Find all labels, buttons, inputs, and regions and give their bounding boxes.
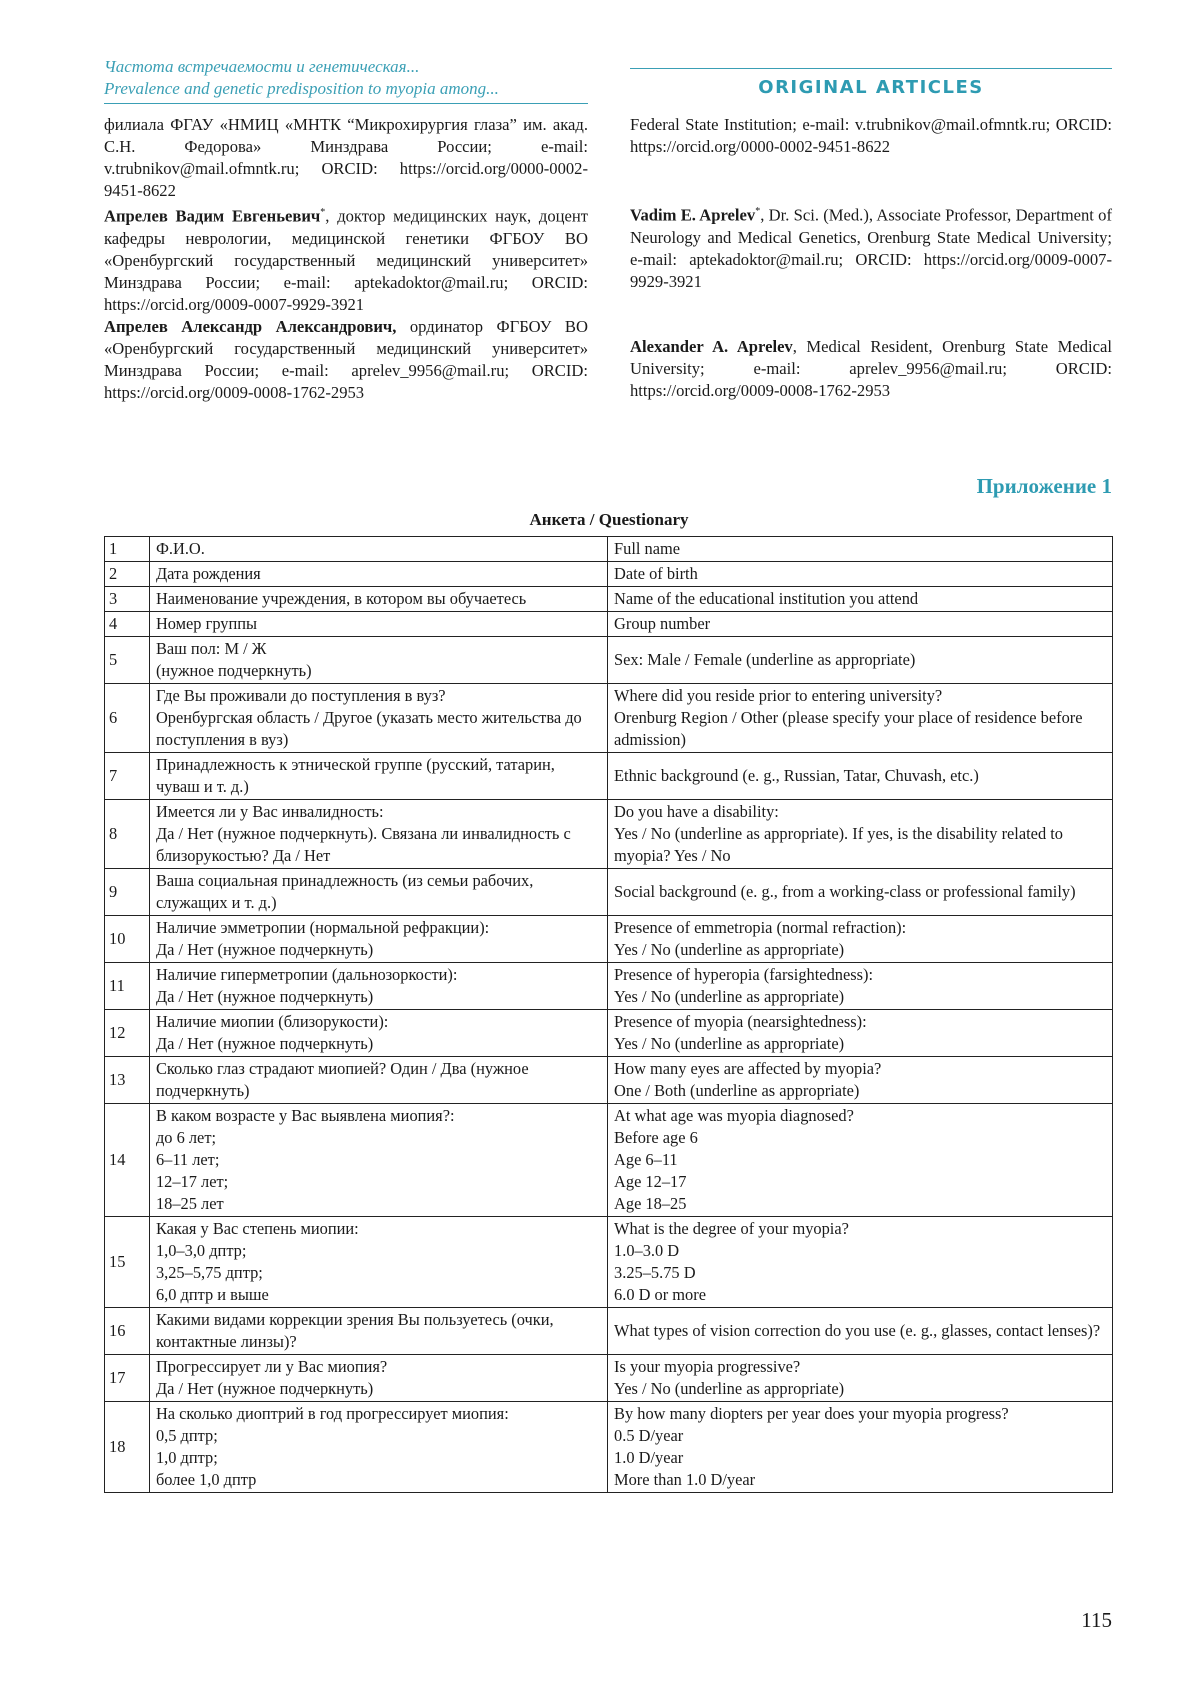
question-ru-line: Да / Нет (нужное подчеркнуть) [155, 1379, 374, 1398]
question-en-line: At what age was myopia diagnosed? [614, 1106, 854, 1125]
question-number: 14 [105, 1104, 150, 1217]
running-title-ru: Частота встречаемости и генетическая... [104, 57, 420, 76]
author-2-ru-text: , доктор медицинских наук, доцент кафедры неврологии, медицинской генетики ФГБОУ ВО «Оренбургский государственный медицинский университет» Минздрава России; e-mail: aptekadoktor@mail.ru; ORCID: https://orcid.org/0009-0007-9929-3921 [104, 206, 588, 314]
question-number: 8 [105, 800, 150, 869]
table-row [105, 537, 1113, 562]
question-en [608, 537, 1113, 562]
author-1-ru: филиала ФГАУ «НМИЦ «МНТК “Микрохирургия глаза” им. акад. С.Н. Федорова» Минздрава России; e-mail: v.trubnikov@mail.ofmntk.ru; ORCID: https://orcid.org/0000-0002-9451-8622 [104, 115, 588, 200]
corresponding-mark: * [755, 206, 761, 217]
table-row [105, 916, 1113, 963]
question-en-line: Presence of hyperopia (farsightedness): [614, 965, 874, 984]
question-ru [149, 562, 607, 587]
question-ru [149, 587, 607, 612]
question-en [608, 1308, 1113, 1355]
table-row [105, 684, 1113, 753]
question-ru-line: 1,0–3,0 дптр; [155, 1241, 247, 1260]
author-3-ru-name: Апрелев Александр Александрович, [104, 316, 397, 336]
question-ru [149, 1057, 607, 1104]
question-number: 18 [105, 1402, 150, 1493]
question-en-line: Is your myopia progressive? [614, 1357, 801, 1376]
question-en-line: Date of birth [614, 564, 698, 583]
question-en-line: 1.0–3.0 D [614, 1241, 680, 1260]
question-ru [149, 637, 607, 684]
author-3-en-text: , Medical Resident, Orenburg State Medical University; e-mail: aprelev_9956@mail.ru; ORCID: https://orcid.org/0009-0008-1762-2953 [630, 336, 1112, 400]
question-number: 2 [105, 562, 150, 587]
question-en [608, 637, 1113, 684]
question-ru-line: более 1,0 дптр [155, 1470, 257, 1489]
question-en-line: Do you have a disability: [614, 802, 779, 821]
question-ru-line: Дата рождения [155, 564, 261, 583]
question-en-line: Where did you reside prior to entering university? [614, 686, 943, 705]
question-en-line: By how many diopters per year does your myopia progress? [614, 1404, 1009, 1423]
question-number: 15 [105, 1217, 150, 1308]
questionnaire-body [105, 537, 1113, 1493]
author-3-ru [104, 316, 588, 404]
page-number: 115 [1081, 1608, 1112, 1632]
question-en [608, 1402, 1113, 1493]
table-row [105, 587, 1113, 612]
question-en-line: Yes / No (underline as appropriate) [614, 1379, 845, 1398]
question-number: 10 [105, 916, 150, 963]
question-ru-line: 18–25 лет [155, 1194, 224, 1213]
table-row [105, 963, 1113, 1010]
question-ru [149, 1355, 607, 1402]
question-en-line: How many eyes are affected by myopia? [614, 1059, 882, 1078]
appendix-label: Приложение 1 [976, 474, 1112, 498]
question-en [608, 869, 1113, 916]
table-row [105, 1402, 1113, 1493]
question-ru-line: Оренбургская область / Другое (указать место жительства до поступления в вуз) [155, 708, 582, 749]
question-number: 7 [105, 753, 150, 800]
section-title: ORIGINAL ARTICLES [758, 77, 984, 98]
question-en [608, 1355, 1113, 1402]
question-ru-line: Ф.И.О. [155, 539, 205, 558]
table-row [105, 1308, 1113, 1355]
section-header [630, 68, 1112, 98]
question-en-line: Yes / No (underline as appropriate) [614, 1034, 845, 1053]
question-number: 17 [105, 1355, 150, 1402]
table-row [105, 637, 1113, 684]
question-ru-line: 1,0 дптр; [155, 1448, 218, 1467]
question-ru-line: Номер группы [155, 614, 258, 633]
question-en [608, 963, 1113, 1010]
question-en-line: One / Both (underline as appropriate) [614, 1081, 860, 1100]
authors-en [630, 114, 1112, 402]
question-en-line: Age 18–25 [614, 1194, 687, 1213]
author-2-en [630, 201, 1112, 293]
table-row [105, 562, 1113, 587]
question-ru [149, 1104, 607, 1217]
question-en [608, 1010, 1113, 1057]
author-3-en [630, 336, 1112, 402]
question-number: 9 [105, 869, 150, 916]
questionnaire-title: Анкета / Questionary [529, 510, 689, 529]
question-en [608, 800, 1113, 869]
question-en-line: What types of vision correction do you use (e. g., glasses, contact lenses)? [614, 1321, 1101, 1340]
table-row [105, 1010, 1113, 1057]
question-ru-line: Да / Нет (нужное подчеркнуть) [155, 987, 374, 1006]
table-row [105, 1217, 1113, 1308]
question-en [608, 562, 1113, 587]
question-en-line: 1.0 D/year [614, 1448, 684, 1467]
question-ru-line: Наличие миопии (близорукости): [155, 1012, 389, 1031]
question-en-line: Before age 6 [614, 1128, 698, 1147]
question-en-line: Sex: Male / Female (underline as appropriate) [614, 650, 916, 669]
question-ru-line: На сколько диоптрий в год прогрессирует миопия: [155, 1404, 509, 1423]
question-en-line: What is the degree of your myopia? [614, 1219, 849, 1238]
author-3-en-name: Alexander A. Aprelev [630, 336, 793, 356]
question-en [608, 1217, 1113, 1308]
question-ru-line: (нужное подчеркнуть) [155, 661, 312, 680]
question-ru-line: 6–11 лет; [155, 1150, 220, 1169]
running-title-en: Prevalence and genetic predisposition to myopia among... [104, 79, 499, 98]
question-en [608, 684, 1113, 753]
question-ru-line: Какая у Вас степень миопии: [155, 1219, 359, 1238]
question-ru [149, 869, 607, 916]
questionnaire-table [104, 536, 1113, 1493]
question-number: 16 [105, 1308, 150, 1355]
table-row [105, 612, 1113, 637]
table-row [105, 1104, 1113, 1217]
question-ru [149, 684, 607, 753]
question-en-line: Ethnic background (e. g., Russian, Tatar, Chuvash, etc.) [614, 766, 979, 785]
question-ru [149, 1402, 607, 1493]
question-en-line: 3.25–5.75 D [614, 1263, 696, 1282]
question-ru-line: Прогрессирует ли у Вас миопия? [155, 1357, 388, 1376]
question-ru [149, 537, 607, 562]
question-ru [149, 800, 607, 869]
table-row [105, 869, 1113, 916]
question-en [608, 1104, 1113, 1217]
question-en-line: Yes / No (underline as appropriate). If yes, is the disability related to myopia? Yes / No [614, 824, 1063, 865]
question-en [608, 1057, 1113, 1104]
question-ru-line: 0,5 дптр; [155, 1426, 218, 1445]
question-en-line: More than 1.0 D/year [614, 1470, 756, 1489]
question-en-line: Yes / No (underline as appropriate) [614, 987, 845, 1006]
question-ru-line: Наличие эмметропии (нормальной рефракции): [155, 918, 490, 937]
question-ru-line: В каком возрасте у Вас выявлена миопия?: [155, 1106, 455, 1125]
question-ru-line: Наименование учреждения, в котором вы обучаетесь [155, 589, 527, 608]
table-row [105, 1355, 1113, 1402]
question-ru-line: 6,0 дптр и выше [155, 1285, 269, 1304]
question-en-line: Social background (e. g., from a working-class or professional family) [614, 882, 1076, 901]
table-row [105, 753, 1113, 800]
question-ru [149, 612, 607, 637]
question-ru-line: Сколько глаз страдают миопией? Один / Два (нужное подчеркнуть) [155, 1059, 529, 1100]
table-row [105, 800, 1113, 869]
question-number: 13 [105, 1057, 150, 1104]
question-en [608, 612, 1113, 637]
question-ru-line: Да / Нет (нужное подчеркнуть) [155, 1034, 374, 1053]
question-number: 3 [105, 587, 150, 612]
question-number: 4 [105, 612, 150, 637]
question-ru-line: Да / Нет (нужное подчеркнуть) [155, 940, 374, 959]
question-number: 5 [105, 637, 150, 684]
question-ru-line: 3,25–5,75 дптр; [155, 1263, 263, 1282]
question-en-line: 6.0 D or more [614, 1285, 706, 1304]
question-ru-line: Имеется ли у Вас инвалидность: [155, 802, 384, 821]
question-ru-line: до 6 лет; [155, 1128, 217, 1147]
question-en-line: Orenburg Region / Other (please specify your place of residence before admission) [614, 708, 1083, 749]
question-ru-line: Ваша социальная принадлежность (из семьи рабочих, служащих и т. д.) [155, 871, 534, 912]
question-en-line: Presence of myopia (nearsightedness): [614, 1012, 867, 1031]
question-number: 12 [105, 1010, 150, 1057]
question-en [608, 587, 1113, 612]
question-ru [149, 963, 607, 1010]
question-en-line: Age 6–11 [614, 1150, 678, 1169]
question-ru-line: Наличие гиперметропии (дальнозоркости): [155, 965, 458, 984]
question-en-line: Group number [614, 614, 711, 633]
authors-ru [104, 114, 588, 404]
author-2-en-text: , Dr. Sci. (Med.), Associate Professor, Department of Neurology and Medical Genetics, Orenburg State Medical University; e-mail: aptekadoktor@mail.ru; ORCID: https://orcid.org/0009-0007-9929-3921 [630, 205, 1112, 291]
question-en-line: 0.5 D/year [614, 1426, 684, 1445]
question-ru-line: 12–17 лет; [155, 1172, 229, 1191]
author-2-ru [104, 202, 588, 316]
question-number: 11 [105, 963, 150, 1010]
table-row [105, 1057, 1113, 1104]
question-en-line: Full name [614, 539, 681, 558]
question-ru-line: Какими видами коррекции зрения Вы пользуетесь (очки, контактные линзы)? [155, 1310, 554, 1351]
question-ru-line: Да / Нет (нужное подчеркнуть). Связана ли инвалидность с близорукостью? Да / Нет [155, 824, 571, 865]
question-ru [149, 916, 607, 963]
author-2-ru-name: Апрелев Вадим Евгеньевич [104, 206, 321, 226]
question-en-line: Age 12–17 [614, 1172, 687, 1191]
question-ru-line: Где Вы проживали до поступления в вуз? [155, 686, 446, 705]
author-1-en: Federal State Institution; e-mail: v.trubnikov@mail.ofmntk.ru; ORCID: https://orcid.org/0000-0002-9451-8622 [630, 115, 1112, 156]
running-title [104, 56, 588, 104]
question-en [608, 916, 1113, 963]
question-en-line: Yes / No (underline as appropriate) [614, 940, 845, 959]
question-ru-line: Ваш пол: М / Ж [155, 639, 267, 658]
author-3-ru-text: ординатор ФГБОУ ВО «Оренбургский государственный медицинский университет» Минздрава России; e-mail: aprelev_9956@mail.ru; ORCID: https://orcid.org/0009-0008-1762-2953 [104, 316, 588, 402]
question-ru [149, 1308, 607, 1355]
question-ru [149, 1217, 607, 1308]
question-ru-line: Принадлежность к этнической группе (русский, татарин, чуваш и т. д.) [155, 755, 555, 796]
question-ru [149, 753, 607, 800]
question-number: 1 [105, 537, 150, 562]
question-ru [149, 1010, 607, 1057]
question-en-line: Name of the educational institution you attend [614, 589, 919, 608]
corresponding-mark: * [320, 207, 326, 218]
question-en-line: Presence of emmetropia (normal refraction): [614, 918, 907, 937]
question-en [608, 753, 1113, 800]
author-2-en-name: Vadim E. Aprelev [630, 205, 756, 225]
question-number: 6 [105, 684, 150, 753]
